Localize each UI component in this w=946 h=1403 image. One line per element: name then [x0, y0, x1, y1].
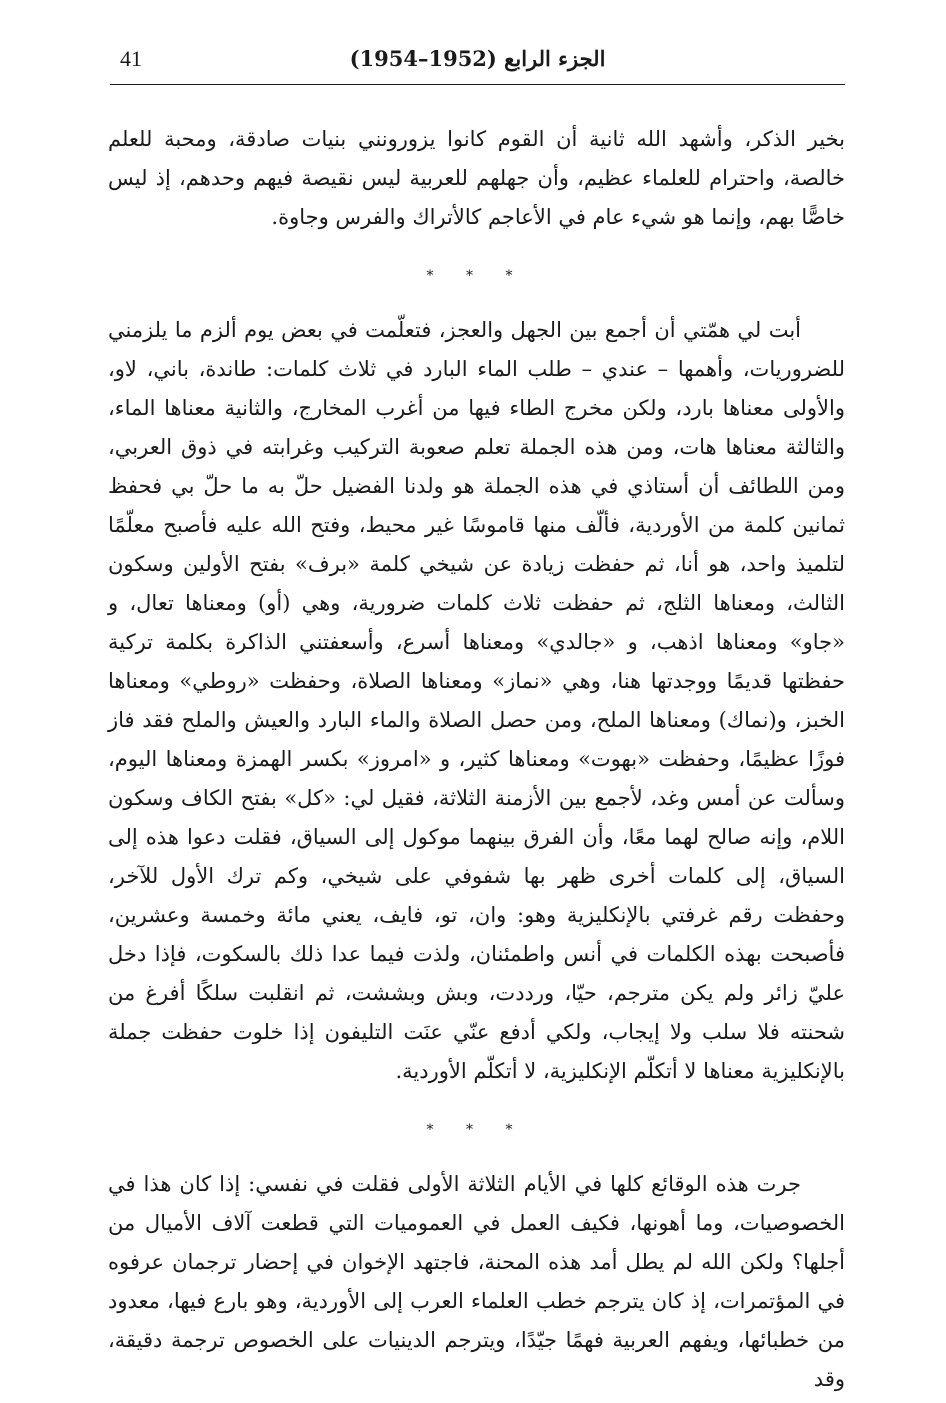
paragraph-continuation: بخير الذكر، وأشهد الله ثانية أن القوم كانوا يزورونني بنيات صادقة، ومحبة للعلم خالصة، واحترام للعلماء عظيم، وأن جهلهم للعربية ليس نقيصة فيهم وحدهم، إذ ليس خاصًّا بهم، وإنما هو شيء عام في الأعاجم كالأتراك والفرس وجاوة.: [108, 127, 845, 229]
running-title: الجزء الرابع (1952–1954): [349, 46, 606, 71]
header-rule: [110, 84, 845, 85]
paragraph: أبت لي همّتي أن أجمع بين الجهل والعجز، فتعلّمت في بعض يوم ألزم ما يلزمني للضروريات، وأهمها – عندي – طلب الماء البارد في ثلاث كلمات: طاندة، باني، لاو، والأولى معناها بارد، ولكن مخرج الطاء فيها من أغرب المخارج، والثانية معناها الماء، والثالثة معناها هات، ومن هذه الجملة تعلم صعوبة التركيب وغرابته في ذوق العربي، ومن اللطائف أن أستاذي في هذه الجملة هو ولدنا الفضيل حلّ به ما حلّ بي فحفظ ثمانين كلمة من الأوردية، فألّف منها قاموسًا غير محيط، وفتح الله عليه فأصبح معلّمًا لتلميذ واحد، هو أنا، ثم حفظت زيادة عن شيخي كلمة «برف» بفتح الأولين وسكون الثالث، ومعناها الثلج، ثم حفظت ثلاث كلمات ضرورية، وهي (أو) ومعناها تعال، و «جاو» ومعناها اذهب، و «جالدي» ومعناها أسرع، وأسعفتني الذاكرة بكلمة تركية حفظتها قديمًا ووجدتها هنا، وهي «نماز» ومعناها الصلاة، وحفظت «روطي» ومعناها الخبز، و(نماك) ومعناها الملح، ومن حصل الصلاة والماء البارد والعيش والملح فقد فاز فوزًا عظيمًا، وحفظت «بهوت» ومعناها كثير، و «امروز» بكسر الهمزة ومعناها اليوم، وسألت عن أمس وغد، لأجمع بين الأزمنة الثلاثة، فقيل لي: «كل» بفتح الكاف وسكون اللام، وإنه صالح لهما معًا، وأن الفرق بينهما موكول إلى السياق، فقلت دعوا هذه إلى السياق، إلى كلمات أخرى ظهر بها شفوفي على شيخي، وكم ترك الأول للآخر، وحفظت رقم غرفتي بالإنكليزية وهو: وان، تو، فايف، يعني مائة وخمسة وعشرين، فأصبحت بهذه الكلمات في أنس واطمئنان، ولذت فيما عدا ذلك بالسكوت، فإذا دخل عليّ زائر ولم يكن مترجم، حيّا، ورددت، وبش وبششت، ثم انقلبت سلكًا أفرغ من شحنته فلا سلب ولا إيجاب، ولكي أدفع عنّي عنَت التليفون إذا خلوت حفظت جملة بالإنكليزية معناها لا أتكلّم الإنكليزية، لا أتكلّم الأوردية.: [108, 318, 845, 1083]
section-separator: * * *: [426, 1122, 527, 1138]
page-body: [108, 120, 845, 1399]
page-number: 41: [120, 46, 142, 71]
paragraph: جرت هذه الوقائع كلها في الأيام الثلاثة الأولى فقلت في نفسي: إذا كان هذا في الخصوصيات، وما أهونها، فكيف العمل في العموميات التي قطعت آلاف الأميال من أجلها؟ ولكن الله لم يطل أمد هذه المحنة، فاجتهد الإخوان في إحضار ترجمان عرفوه في المؤتمرات، إذ كان يترجم خطب العلماء العرب إلى الأوردية، وهو بارع فيها، معدود من خطبائها، ويفهم العربية فهمًا جيّدًا، ويترجم الدينيات على الخصوص ترجمة دقيقة، وقد: [108, 1172, 845, 1391]
section-separator: * * *: [426, 268, 527, 284]
page-header: [110, 40, 845, 80]
